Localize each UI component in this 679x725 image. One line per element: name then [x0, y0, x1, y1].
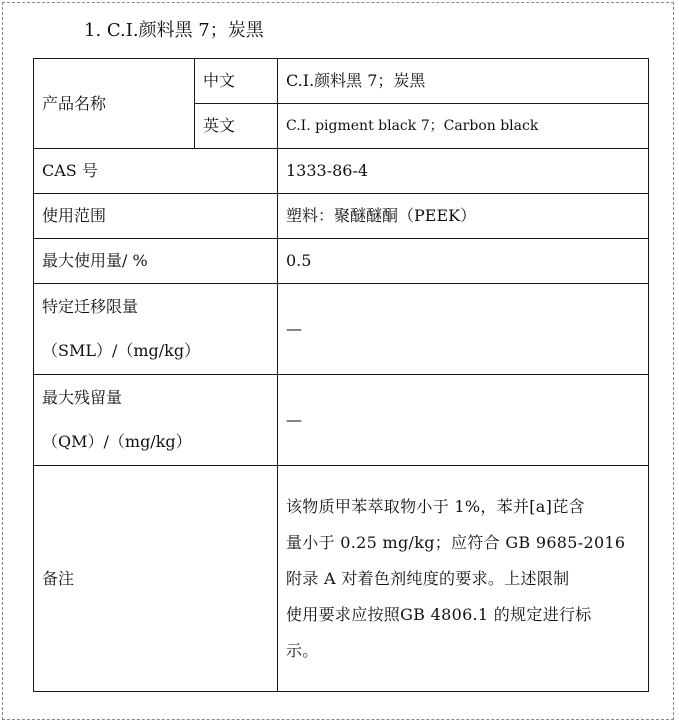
row-product-name-cn [34, 59, 649, 104]
row-remarks [34, 466, 649, 692]
remarks-line-4: 使用要求应按照GB 4806.1 的规定进行标 [286, 604, 592, 624]
cn-label: 中文 [195, 59, 278, 104]
remarks-line-5: 示。 [286, 640, 319, 660]
sml-label-line2: （SML）/（mg/kg） [42, 341, 201, 360]
cas-value: 1333-86-4 [278, 149, 649, 194]
sml-label-cell [34, 284, 278, 375]
en-value: C.I. pigment black 7；Carbon black [278, 104, 649, 149]
row-usage-scope [34, 194, 649, 239]
cn-value: C.I.颜料黑 7；炭黑 [278, 59, 649, 104]
row-max-usage [34, 239, 649, 284]
row-cas [34, 149, 649, 194]
product-name-label: 产品名称 [34, 59, 195, 149]
en-label: 英文 [195, 104, 278, 149]
max-usage-value: 0.5 [278, 239, 649, 284]
qm-label-cell [34, 375, 278, 466]
max-usage-label: 最大使用量/ % [34, 239, 278, 284]
qm-label-line1: 最大残留量 [42, 388, 123, 407]
remarks-label: 备注 [34, 466, 278, 692]
qm-value: — [278, 375, 649, 466]
remarks-line-1: 该物质甲苯萃取物小于 1%，苯并[a]芘含 [286, 496, 585, 516]
remarks-line-2: 量小于 0.25 mg/kg；应符合 GB 9685-2016 [286, 532, 626, 552]
usage-scope-value: 塑料：聚醚醚酮（PEEK） [278, 194, 649, 239]
row-qm [34, 375, 649, 466]
sml-value: — [278, 284, 649, 375]
cas-label: CAS 号 [34, 149, 278, 194]
usage-scope-label: 使用范围 [34, 194, 278, 239]
spec-table [33, 58, 649, 692]
section-title: 1. C.I.颜料黑 7；炭黑 [84, 20, 264, 41]
sml-label-line1: 特定迁移限量 [42, 297, 139, 316]
row-sml [34, 284, 649, 375]
remarks-text [278, 466, 649, 692]
remarks-line-3: 附录 A 对着色剂纯度的要求。上述限制 [286, 568, 570, 588]
qm-label-line2: （QM）/（mg/kg） [42, 432, 192, 451]
